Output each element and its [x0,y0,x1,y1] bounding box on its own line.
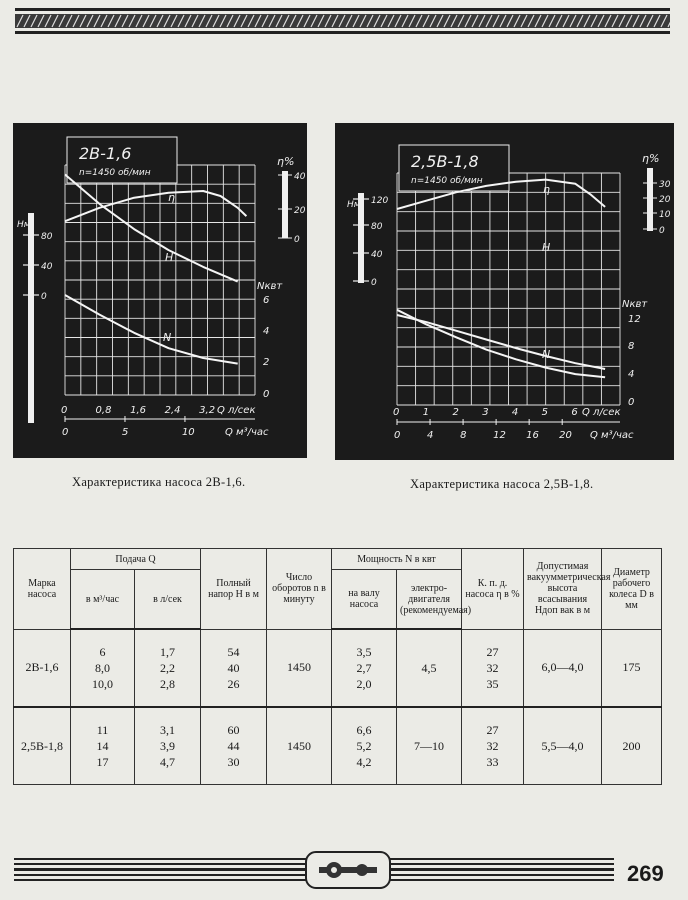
tick-label: 4 [628,369,635,380]
tick-label: 80 [371,222,383,232]
series-line-h [65,175,238,282]
x-tick-label: 0 [393,407,400,418]
curve-label: N [542,348,551,361]
cell-suction: 5,5—4,0 [524,707,602,785]
header-power-motor: электро-двигателя (рекомендуемая) [397,570,462,630]
tick-label: 80 [41,232,53,242]
series-line-eta [65,191,246,221]
cell-diameter: 175 [602,629,662,707]
eta-scale-bar [647,168,653,231]
page-number: 269 [627,861,664,886]
x2-tick-label: 0 [62,427,69,438]
header-power: Мощность N в квт [332,549,462,570]
tick-label: 20 [294,206,306,216]
cell-rpm: 1450 [267,707,332,785]
x-axis-label: Q л/сек [582,407,621,418]
x2-tick-label: 5 [121,427,129,438]
tick-label: 0 [294,235,300,245]
tick-label: 40 [371,250,383,260]
cell-q-ls: 3,1 3,9 4,7 [135,707,201,785]
tick-label: 8 [628,341,635,352]
cell-brand: 2В-1,6 [14,629,71,707]
header-power-shaft: на валу насоса [332,570,397,630]
x-tick-label: 1 [422,407,430,418]
series-line-n [65,295,238,364]
header-supply-ls: в л/сек [135,570,201,630]
cell-power-motor: 7—10 [397,707,462,785]
x-tick-label: 4 [511,407,519,418]
x2-tick-label: 4 [427,430,434,441]
cell-rpm: 1450 [267,629,332,707]
x2-axis-label: Q м³/час [225,427,269,438]
x-tick-label: 6 [571,407,578,418]
curve-label: η [543,183,550,196]
tick-label: 10 [659,210,671,220]
x-tick-label: 2 [452,407,459,418]
left-axis-label: Hм [347,200,361,210]
cell-power-shaft: 3,5 2,7 2,0 [332,629,397,707]
eta-axis-label: η% [642,152,660,165]
tick-label: 40 [41,262,53,272]
chart-title: 2В-1,6 [79,144,132,163]
grid [397,173,620,405]
x-tick-label: 3 [482,407,489,418]
x-tick-label: 2,4 [164,405,181,416]
tick-label: 20 [659,195,671,205]
x-axis-label: Q л/сек [217,405,256,416]
chart-subtitle: n=1450 об/мин [411,176,483,186]
header-rpm: Число оборотов n в минуту [267,549,332,630]
tick-label: 0 [41,292,47,302]
cell-diameter: 200 [602,707,662,785]
bottom-ornament-border [14,850,614,890]
x-tick-label: 3,2 [199,405,216,416]
x2-tick-label: 0 [394,430,401,441]
curve-label: H [542,241,551,254]
table-row [14,707,662,785]
cell-efficiency: 27 32 35 [462,629,524,707]
tick-label: 30 [659,180,671,190]
chart-panel-2v-1-6 [13,123,307,458]
curve-label: η [168,191,175,204]
header-supply: Подача Q [71,549,201,570]
cell-head: 54 40 26 [201,629,267,707]
x-tick-label: 0 [61,405,68,416]
curve-label: N [163,331,172,344]
cell-q-m3: 11 14 17 [71,707,135,785]
power-axis-label: Nквт [257,281,283,292]
x2-tick-label: 8 [460,430,467,441]
x2-tick-label: 16 [526,430,539,441]
cell-q-ls: 1,7 2,2 2,8 [135,629,201,707]
tick-label: 0 [628,397,635,408]
x2-tick-label: 10 [181,427,195,438]
tick-label: 0 [263,389,270,400]
cell-power-shaft: 6,6 5,2 4,2 [332,707,397,785]
cell-q-m3: 6 8,0 10,0 [71,629,135,707]
series-line-h [397,315,605,369]
cell-head: 60 44 30 [201,707,267,785]
x2-tick-label: 20 [559,430,572,441]
caption-left: Характеристика насоса 2В-1,6. [72,475,246,489]
chart-panel-2-5v-1-8 [335,123,674,460]
x-tick-label: 5 [541,407,549,418]
chart-subtitle: n=1450 об/мин [79,168,151,178]
header-head: Полный напор H в м [201,549,267,630]
curve-label: H [165,251,174,264]
x-tick-label: 0,8 [95,405,112,416]
chart-title: 2,5В-1,8 [411,152,479,171]
power-axis-label: Nквт [622,299,648,310]
chart-2-5v-1-8 [335,123,674,460]
tick-label: 2 [263,357,270,368]
table-row [14,629,662,707]
header-suction: Допустимая вакуумметрическая высота всасывания Hдоп вак в м [524,549,602,630]
top-ornament-border [15,8,670,34]
caption-right: Характеристика насоса 2,5В-1,8. [410,477,594,491]
tick-label: 4 [263,326,270,337]
header-efficiency: К. п. д. насоса η в % [462,549,524,630]
pump-spec-table [13,548,662,785]
left-axis-label: Hм [17,220,31,230]
tick-label: 0 [371,278,377,288]
x2-axis-label: Q м³/час [590,430,634,441]
eta-scale-bar [282,171,288,238]
tick-label: 0 [659,226,665,236]
eta-axis-label: η% [277,155,295,168]
chart-2v-1-6 [13,123,307,458]
tick-label: 6 [263,295,270,306]
cell-suction: 6,0—4,0 [524,629,602,707]
cell-brand: 2,5В-1,8 [14,707,71,785]
cell-power-motor: 4,5 [397,629,462,707]
x-tick-label: 1,6 [130,405,146,416]
tick-label: 12 [628,314,641,325]
tick-label: 40 [294,172,306,182]
x2-tick-label: 12 [493,430,506,441]
header-brand: Марка насоса [14,549,71,630]
header-supply-m3: в м³/час [71,570,135,630]
left-scale-bar [28,213,34,423]
cell-efficiency: 27 32 33 [462,707,524,785]
tick-label: 120 [371,196,389,206]
header-diameter: Диаметр рабочего колеса D в мм [602,549,662,630]
